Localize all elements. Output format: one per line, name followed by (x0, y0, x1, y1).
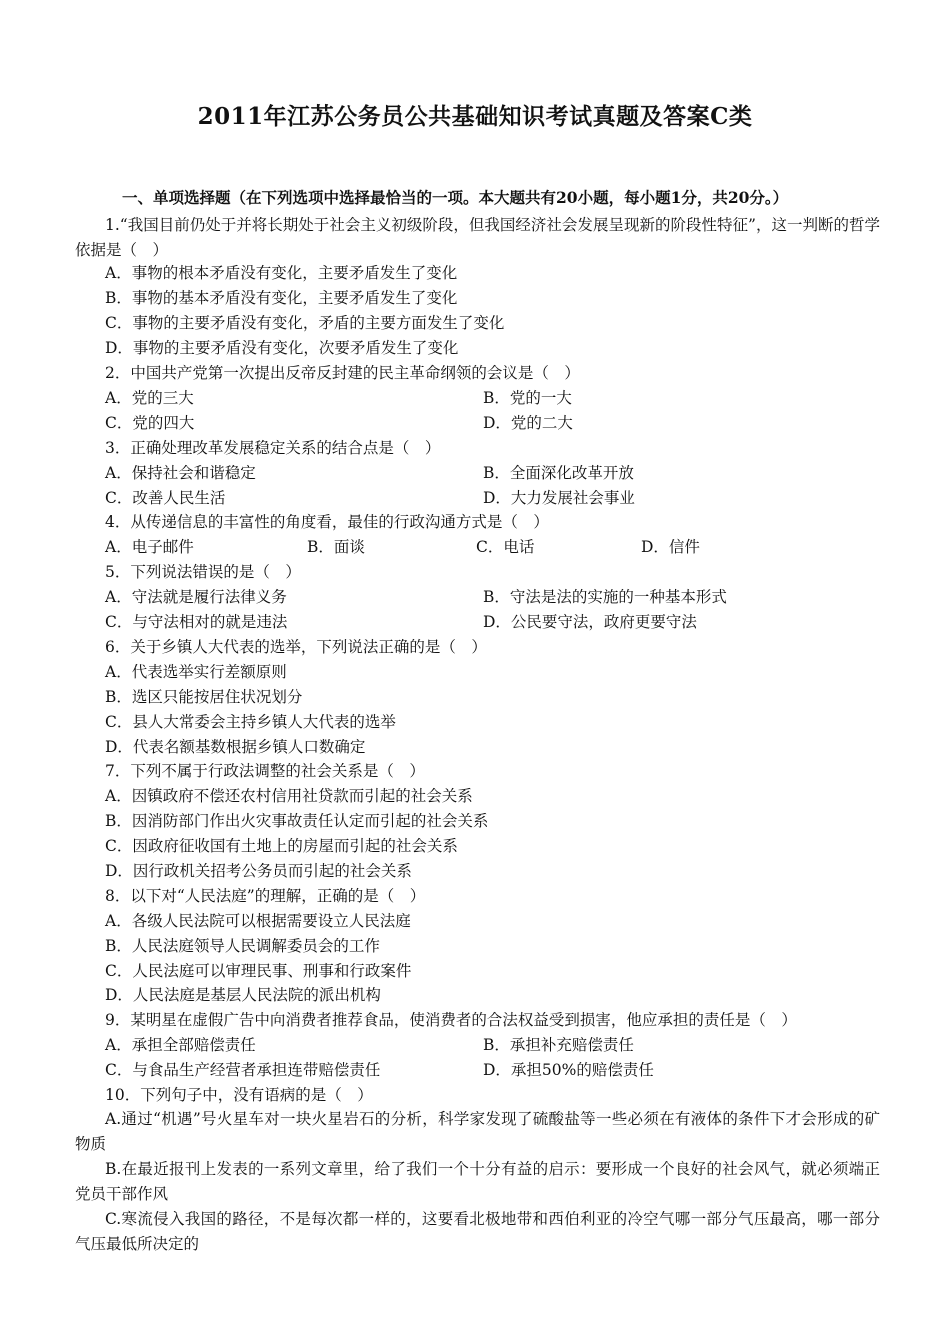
q7-option-b: B．因消防部门作出火灾事故责任认定而引起的社会关系 (105, 812, 489, 830)
q7-option-a: A．因镇政府不偿还农村信用社贷款而引起的社会关系 (105, 787, 473, 805)
question-3-stem: 3．正确处理改革发展稳定关系的结合点是（ ） (105, 439, 441, 457)
q8-option-c: C．人民法庭可以审理民事、刑事和行政案件 (105, 962, 412, 980)
q1-option-a: A．事物的根本矛盾没有变化，主要矛盾发生了变化 (105, 264, 458, 282)
question-2-stem: 2．中国共产党第一次提出反帝反封建的民主革命纲领的会议是（ ） (105, 364, 580, 382)
q8-option-d: D．人民法庭是基层人民法院的派出机构 (105, 986, 381, 1004)
q4-option-a: A．电子邮件 (105, 538, 194, 556)
question-9-stem: 9．某明星在虚假广告中向消费者推荐食品，使消费者的合法权益受到损害，他应承担的责任是（ ） (105, 1011, 797, 1029)
page-title: 2011年江苏公务员公共基础知识考试真题及答案C类 (197, 103, 753, 130)
q3-option-c: C．改善人民生活 (105, 489, 226, 507)
q2-option-c: C．党的四大 (105, 414, 195, 432)
question-7-stem: 7．下列不属于行政法调整的社会关系是（ ） (105, 762, 425, 780)
question-5-stem: 5．下列说法错误的是（ ） (105, 563, 301, 581)
q5-option-c: C．与守法相对的就是违法 (105, 613, 288, 631)
q1-option-d: D．事物的主要矛盾没有变化，次要矛盾发生了变化 (105, 339, 459, 357)
q8-option-b: B．人民法庭领导人民调解委员会的工作 (105, 937, 380, 955)
q5-option-a: A．守法就是履行法律义务 (105, 588, 287, 606)
q2-option-b: B．党的一大 (483, 389, 572, 407)
q1-option-b: B．事物的基本矛盾没有变化，主要矛盾发生了变化 (105, 289, 458, 307)
question-8-stem: 8．以下对“人民法庭”的理解，正确的是（ ） (105, 887, 426, 905)
q9-option-a: A．承担全部赔偿责任 (105, 1036, 256, 1054)
q4-option-c: C．电话 (476, 538, 535, 556)
q4-option-b: B．面谈 (307, 538, 365, 556)
q7-option-d: D．因行政机关招考公务员而引起的社会关系 (105, 862, 412, 880)
q3-option-a: A．保持社会和谐稳定 (105, 464, 256, 482)
q9-option-c: C．与食品生产经营者承担连带赔偿责任 (105, 1061, 381, 1079)
q3-option-b: B．全面深化改革开放 (483, 464, 634, 482)
question-4-stem: 4．从传递信息的丰富性的角度看，最佳的行政沟通方式是（ ） (105, 513, 549, 531)
q4-option-d: D．信件 (641, 538, 700, 556)
q10-option-b: B.在最近报刊上发表的一系列文章里，给了我们一个十分有益的启示：要形成一个良好的社会风气，就必须端正党员干部作风 (75, 1160, 880, 1203)
q2-option-d: D．党的二大 (483, 414, 573, 432)
question-1-stem: 1.“我国目前仍处于并将长期处于社会主义初级阶段，但我国经济社会发展呈现新的阶段性特征”，这一判断的哲学依据是（ ） (75, 216, 880, 259)
q10-option-c: C.寒流侵入我国的路径，不是每次都一样的，这要看北极地带和西伯利亚的冷空气哪一部分气压最高，哪一部分气压最低所决定的 (75, 1210, 880, 1253)
q10-option-a: A.通过“机遇”号火星车对一块火星岩石的分析，科学家发现了硫酸盐等一些必须在有液体的条件下才会形成的矿物质 (75, 1110, 880, 1153)
q6-option-a: A．代表选举实行差额原则 (105, 663, 287, 681)
q6-option-d: D．代表名额基数根据乡镇人口数确定 (105, 738, 366, 756)
q6-option-c: C．县人大常委会主持乡镇人大代表的选举 (105, 713, 396, 731)
q3-option-d: D．大力发展社会事业 (483, 489, 635, 507)
q6-option-b: B．选区只能按居住状况划分 (105, 688, 303, 706)
question-6-stem: 6．关于乡镇人大代表的选举，下列说法正确的是（ ） (105, 638, 487, 656)
q8-option-a: A．各级人民法院可以根据需要设立人民法庭 (105, 912, 411, 930)
q5-option-d: D．公民要守法，政府更要守法 (483, 613, 697, 631)
q5-option-b: B．守法是法的实施的一种基本形式 (483, 588, 727, 606)
q9-option-d: D．承担50%的赔偿责任 (483, 1061, 654, 1079)
question-10-stem: 10．下列句子中，没有语病的是（ ） (105, 1086, 373, 1104)
q2-option-a: A．党的三大 (105, 389, 194, 407)
q9-option-b: B．承担补充赔偿责任 (483, 1036, 634, 1054)
q1-option-c: C．事物的主要矛盾没有变化，矛盾的主要方面发生了变化 (105, 314, 505, 332)
q7-option-c: C．因政府征收国有土地上的房屋而引起的社会关系 (105, 837, 458, 855)
section-heading: 一、单项选择题（在下列选项中选择最恰当的一项。本大题共有20小题，每小题1分，共20分。） (122, 188, 789, 207)
